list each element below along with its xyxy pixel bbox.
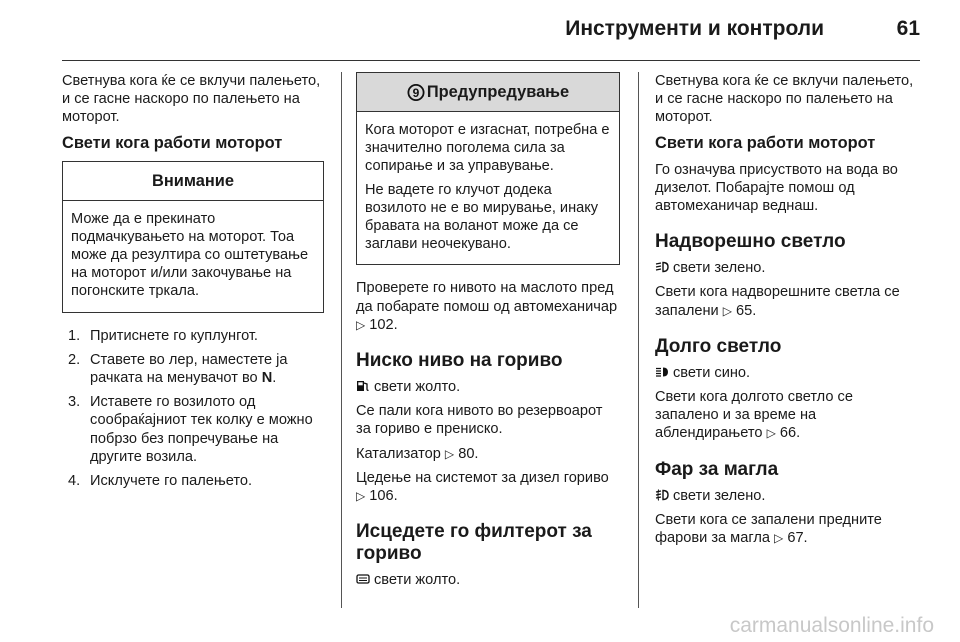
section-heading: Свети кога работи моторот: [62, 133, 283, 152]
caution-box: [62, 161, 324, 313]
warning-box: [356, 72, 620, 265]
page-header: [0, 0, 960, 60]
svg-text:9: 9: [412, 85, 420, 100]
fuel-filter-icon: [356, 573, 370, 585]
warning-text: Кога моторот е изгаснат, потребна е значително поголема сила за сопирање и за управување.: [365, 122, 610, 175]
paragraph: Свети кога долгото светло се запалено и за време на аблендирањето ▷ 66.: [655, 389, 853, 442]
page-ref-icon: ▷: [766, 426, 776, 441]
page-ref-icon: ▷: [356, 489, 366, 504]
fog-light-icon: [655, 489, 669, 501]
paragraph: Проверете го нивото на маслото пред да побарате помош од автомеханичар ▷ 102.: [356, 280, 618, 333]
section-heading: Свети кога работи моторот: [655, 133, 876, 152]
section-heading: Долго светло: [655, 335, 782, 357]
warning-icon: [407, 84, 425, 101]
paragraph: Светнува кога ќе се вклучи палењето, и се гасне наскоро по палењето на моторот.: [62, 73, 321, 126]
paragraph: Се пали кога нивото во резервоарот за гориво е прениско.: [356, 403, 603, 438]
section-heading: Ниско ниво на гориво: [356, 350, 563, 372]
column-divider: [341, 72, 342, 608]
warning-text: Не вадете го клучот додека возилото не е во мирување, инаку бравата на воланот може да се заглави неочекувано.: [365, 181, 599, 253]
indicator-line: свети жолто.: [356, 571, 620, 589]
paragraph: Го означува присуството на вода во дизелот. Побарајте помош од автомеханичар веднаш.: [655, 161, 898, 215]
section-heading: Надворешно светло: [655, 231, 846, 253]
page-ref-icon: ▷: [444, 446, 455, 461]
paragraph: Светнува кога ќе се вклучи палењето, и се гасне наскоро по палењето на моторот.: [655, 73, 914, 126]
high-beam-icon: [655, 366, 669, 378]
column-right: [655, 72, 920, 553]
page-ref-icon: ▷: [722, 303, 732, 318]
indicator-line: свети жолто.: [356, 378, 620, 396]
watermark: carmanualsonline.info: [729, 614, 934, 637]
list-item: 2. Ставете во лер, наместете ја рачката на менувачот во N.: [68, 351, 288, 387]
caution-title: Внимание: [63, 162, 323, 201]
fuel-pump-icon: [356, 380, 370, 392]
steps-list: [62, 327, 324, 491]
gear-neutral: N: [261, 370, 273, 387]
list-item: 4. Исклучете го палењето.: [68, 473, 253, 490]
page-ref-icon: ▷: [774, 531, 784, 546]
warning-title: 9 Предупредување: [357, 73, 619, 112]
list-item: 1. Притиснете го куплунгот.: [68, 327, 258, 344]
chapter-title: Инструменти и контроли: [565, 17, 824, 40]
section-heading: Исцедете го филтерот за гориво: [356, 521, 592, 565]
cross-reference: Цедење на системот за дизел гориво ▷ 106.: [356, 469, 609, 505]
header-rule: [62, 60, 920, 61]
caution-text: Може да е прекинато подмачкувањето на моторот. Тоа може да резултира со оштетување на моторот и/или закочување на погонските тркала.: [71, 210, 309, 300]
exterior-light-icon: [655, 261, 669, 273]
paragraph: Свети кога се запалени предните фарови за магла ▷ 67.: [655, 511, 882, 547]
list-item: 3. Иставете го возилото од сообраќајниот тек колку е можно побрзо без попречување на другите возила.: [68, 394, 313, 465]
section-heading: Фар за магла: [655, 458, 779, 480]
page-ref-icon: ▷: [356, 317, 366, 332]
column-divider: [638, 72, 639, 608]
indicator-line: свети зелено.: [655, 487, 920, 505]
column-middle: [356, 72, 620, 595]
column-left: [62, 72, 324, 496]
paragraph: Свети кога надворешните светла се запалени ▷ 65.: [655, 284, 900, 319]
indicator-line: свети сино.: [655, 364, 920, 382]
page-number: 61: [896, 17, 920, 40]
cross-reference: Катализатор ▷ 80.: [356, 445, 479, 462]
indicator-line: свети зелено.: [655, 259, 920, 277]
